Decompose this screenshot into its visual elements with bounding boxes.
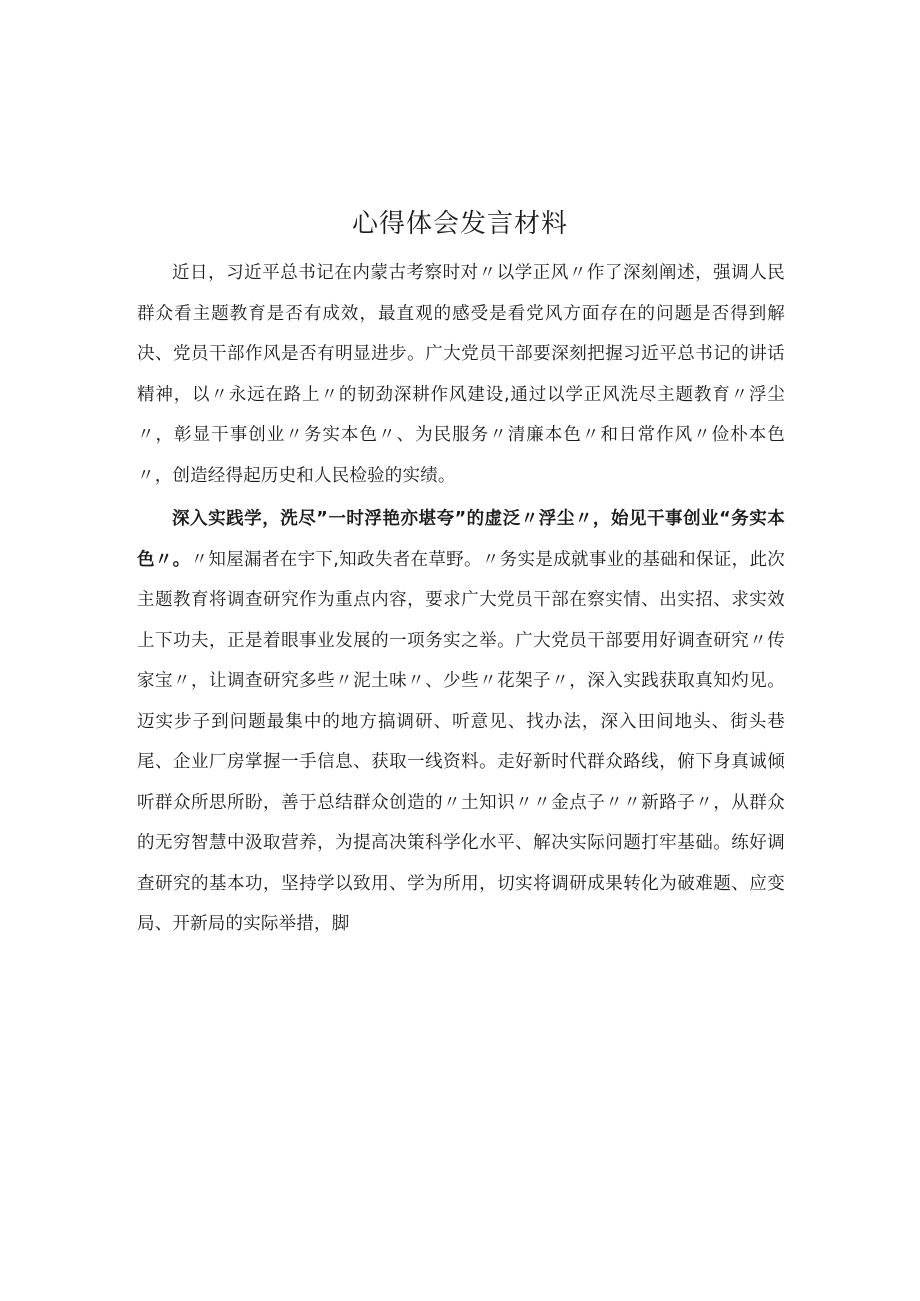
paragraph-practice — [137, 499, 785, 945]
paragraph-practice-lead: 深入实践学，洗尽”一时浮艳亦堪夸”的虚泛〃浮尘〃，始见干事创业“务实本色〃。 — [137, 509, 785, 570]
paragraph-intro — [137, 253, 785, 496]
document-title: 心得体会发言材料 — [351, 209, 568, 239]
document-body — [137, 253, 785, 945]
paragraph-practice-text: 〃知屋漏者在宇下,知政失者在草野。〃务实是成就事业的基础和保证，此次主题教育将调查研究作为重点内容，要求广大党员干部在察实情、出实招、求实效上下功夫，正是着眼事业发展的一项务实之举。广大党员干部要用好调查研究〃传家宝〃，让调查研究多些〃泥土味〃、少些〃花架子〃，深入实践获取真知灼见。迈实步子到问题最集中的地方搞调研、听意见、找办法，深入田间地头、街头巷尾、企业厂房掌握一手信息、获取一线资料。走好新时代群众路线，俯下身真诚倾听群众所思所盼，善于总结群众创造的〃土知识〃〃金点子〃〃新路子〃，从群众的无穷智慧中汲取营养，为提高决策科学化水平、解决实际问题打牢基础。练好调查研究的基本功，坚持学以致用、学为所用，切实将调研成果转化为破难题、应变局、开新局的实际举措，脚 — [137, 549, 785, 934]
paragraph-intro-text: 近日，习近平总书记在内蒙古考察时对〃以学正风〃作了深刻阐述，强调人民群众看主题教育是否有成效，最直观的感受是看党风方面存在的问题是否得到解决、党员干部作风是否有明显进步。广大党员干部要深刻把握习近平总书记的讲话精神，以〃永远在路上〃的韧劲深耕作风建设,通过以学正风洗尽主题教育〃浮尘〃，彰显干事创业〃务实本色〃、为民服务〃清廉本色〃和日常作风〃俭朴本色〃，创造经得起历史和人民检验的实绩。 — [137, 263, 785, 486]
